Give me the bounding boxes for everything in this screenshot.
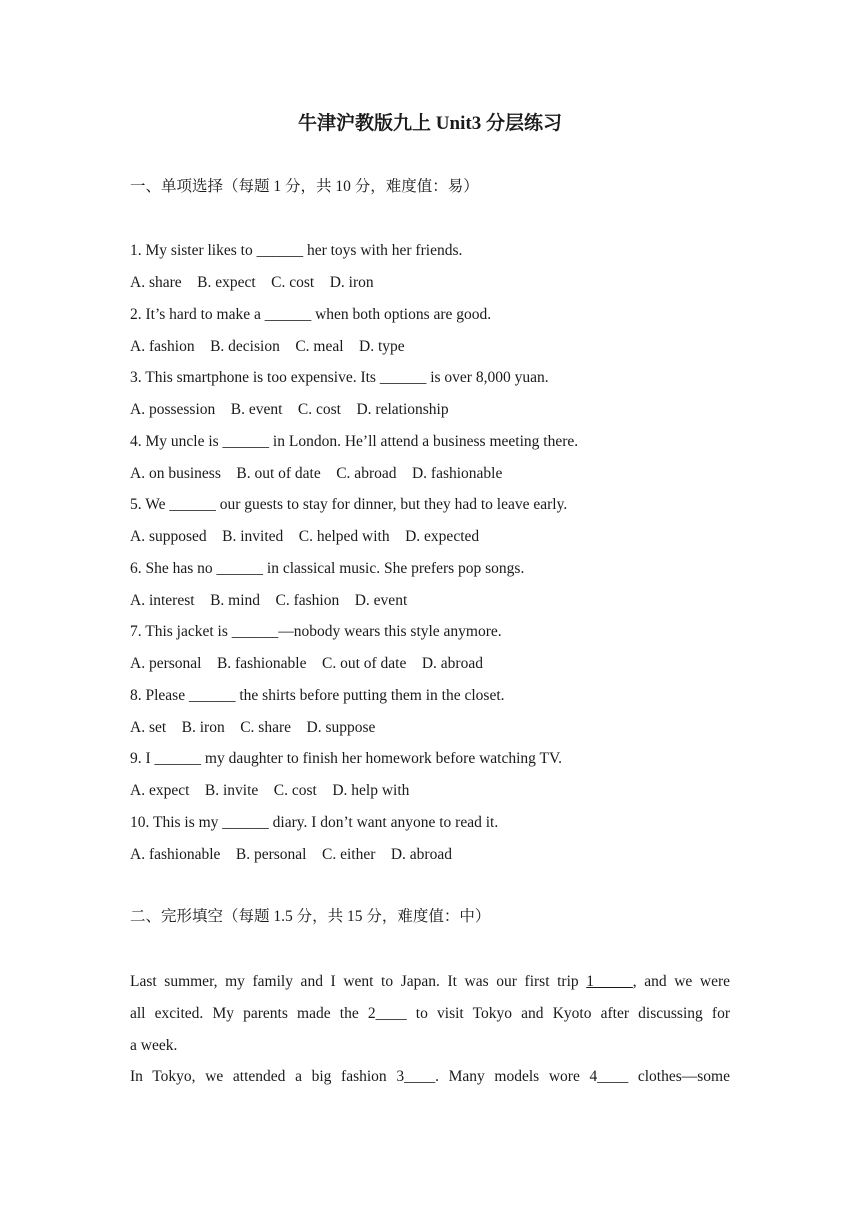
question-5-options: A. supposed B. invited C. helped with D. expected bbox=[130, 528, 480, 545]
page-title: 牛津沪教版九上 Unit3 分层练习 bbox=[298, 113, 562, 134]
cloze-text: , and we were bbox=[632, 973, 730, 990]
question-6-options: A. interest B. mind C. fashion D. event bbox=[130, 592, 408, 609]
question-2-options: A. fashion B. decision C. meal D. type bbox=[130, 338, 405, 355]
cloze-line-3: a week. bbox=[130, 1037, 178, 1054]
question-1-options: A. share B. expect C. cost D. iron bbox=[130, 274, 374, 291]
question-8: 8. Please ______ the shirts before putting them in the closet. bbox=[130, 687, 505, 704]
question-2: 2. It’s hard to make a ______ when both options are good. bbox=[130, 306, 492, 323]
question-10: 10. This is my ______ diary. I don’t want anyone to read it. bbox=[130, 814, 499, 831]
question-10-options: A. fashionable B. personal C. either D. abroad bbox=[130, 846, 452, 863]
question-7: 7. This jacket is ______—nobody wears this style anymore. bbox=[130, 623, 502, 640]
question-3-options: A. possession B. event C. cost D. relationship bbox=[130, 401, 449, 418]
section-2-heading: 二、完形填空（每题 1.5 分，共 15 分，难度值：中） bbox=[130, 908, 491, 925]
section-1-heading: 一、单项选择（每题 1 分，共 10 分，难度值：易） bbox=[130, 178, 479, 195]
question-4: 4. My uncle is ______ in London. He’ll attend a business meeting there. bbox=[130, 433, 579, 450]
question-6: 6. She has no ______ in classical music. She prefers pop songs. bbox=[130, 560, 525, 577]
question-3: 3. This smartphone is too expensive. Its ______ is over 8,000 yuan. bbox=[130, 369, 549, 386]
cloze-line-2: all excited. My parents made the 2____ to visit Tokyo and Kyoto after discussing for bbox=[130, 1005, 730, 1022]
question-5: 5. We ______ our guests to stay for dinner, but they had to leave early. bbox=[130, 496, 568, 513]
question-1: 1. My sister likes to ______ her toys with her friends. bbox=[130, 242, 463, 259]
question-9: 9. I ______ my daughter to finish her homework before watching TV. bbox=[130, 750, 563, 767]
cloze-line-4: In Tokyo, we attended a big fashion 3____. Many models wore 4____ clothes—some bbox=[130, 1068, 730, 1085]
cloze-line-1 bbox=[130, 971, 730, 993]
question-4-options: A. on business B. out of date C. abroad D. fashionable bbox=[130, 465, 503, 482]
question-7-options: A. personal B. fashionable C. out of date D. abroad bbox=[130, 655, 483, 672]
question-9-options: A. expect B. invite C. cost D. help with bbox=[130, 782, 410, 799]
cloze-text: Last summer, my family and I went to Japan. It was our first trip bbox=[130, 973, 587, 990]
cloze-blank-1: 1_____ bbox=[586, 973, 633, 990]
question-8-options: A. set B. iron C. share D. suppose bbox=[130, 719, 376, 736]
